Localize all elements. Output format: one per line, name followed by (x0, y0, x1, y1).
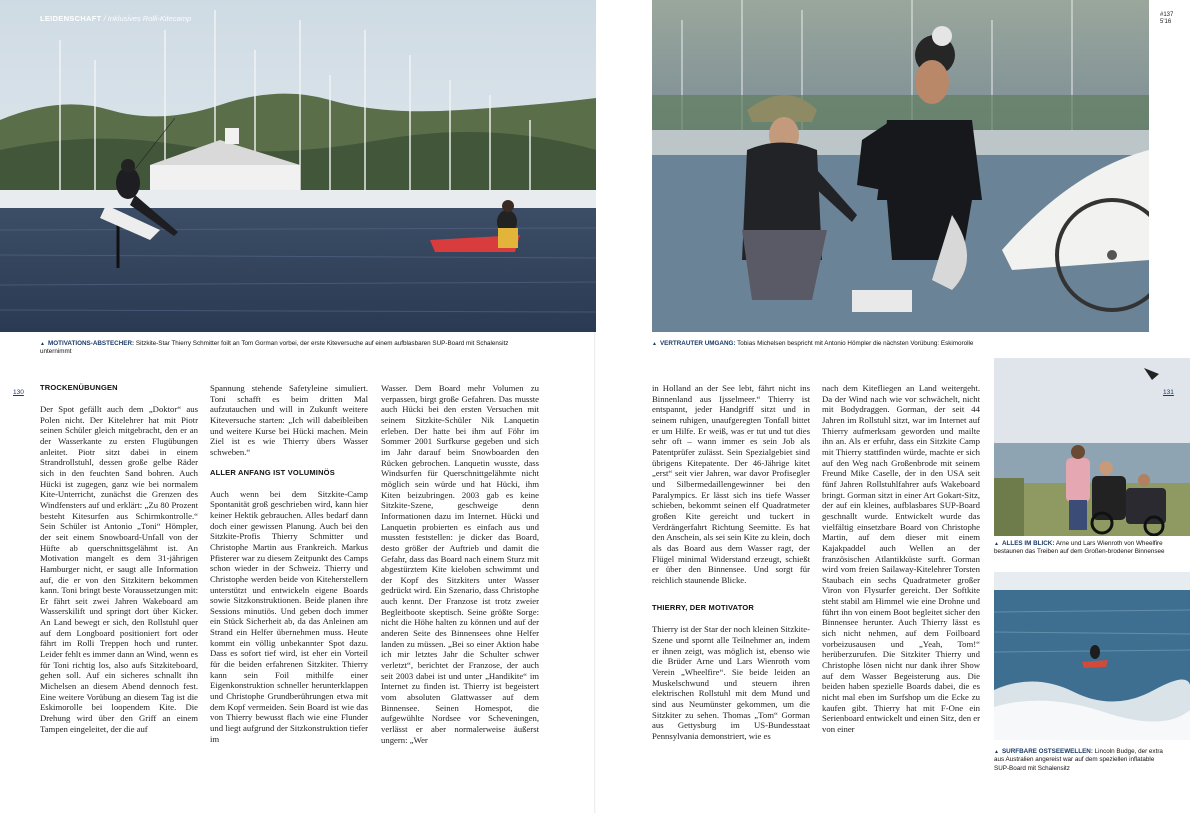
paragraph: Auch wenn bei dem Sitzkite-Camp Spontanität groß geschrieben wird, kann hier keiner Hektik gebrauchen. Alles bedarf dann doch einer gewissen Planung. Auch bei den Sitzkite-Profis Thierry Schmitter und Christophe Martin aus Frankreich. Markus Pfisterer war zu diesem Zeitpunkt des Camps schon wieder in der Schweiz. Thierry und Christophe werden beide von Kiteherstellern unterstützt und entwickeln eigene Boards sowie Sitzkonstruktionen. Beide planen ihre Sessions minutiös. Und geben doch immer ein Stück Sicherheit ab, da das Anleinen am Strand ein Helfer übernehmen muss. Heute kommt ein völlig unbekannter Spot dazu. Dass es sofort tief wird, ist eher ein Vorteil für die beiden erfahrenen Sitzkiter. Thierry kann sein Foil mithilfe einer Eigenkonstruktion schneller herunterklappen und Christophe Grundberührungen etwa mit dem Kopf vermeiden. Sein Board ist wie das von Thierry bewusst flach wie eine Flunder und liegt aufgrund der Sitzkonstruktion tiefer im (210, 488, 368, 744)
issue-label (1160, 12, 1173, 26)
paragraph: Spannung stehende Safetyleine simuliert. Toni schafft es beim dritten Mal aufzutauchen und will in Zukunft weitere Kiteversuche starten: „Ich will dabeibleiben und weitere Kurse bei Hücki machen. Mein Ziel ist es wie Thierry übers Wasser schweben.“ (210, 383, 368, 457)
paragraph: nach dem Kitefliegen an Land weitergeht. Da der Wind nach wie vor schwächelt, nicht mit Bodydraggen. Gorman, der seit 44 Jahren im Rollstuhl sitzt, war im Internet auf Thierry aufmerksam geworden und mailte ihn an. Als er erfuhr, dass ein Sitzkite Camp mit Thierry stattfinden würde, machte er sich auf den Weg nach Großenbrode mit seinem Freund Mike Caselle, der in den USA seit fünf Jahren Rollstuhlfahrer aufs Wakeboard bringt. Gorman sitzt in einer Art Gokart-Sitz, der auf ein kleines, aufblasbares SUP-Board geschnallt wurde. Entwickelt wurde das vielfältig einsetzbare Board von Christophe Martin, auf dem dieser mit einem Kajakpaddel auch Wellen an der französischen Atlantikküste surft. Gorman wird vom freien Sailaway-Kitelehrer Torsten Staubach ein sechs Quadratmeter großer Viron von Flysurfer gereicht. Der Softkite steht stabil am Himmel wie eine Drohne und führt ihn von einem Boot begleitet sicher den Binnensee herunter. Auch Thierry lässt es sich nicht nehmen, auf dem Foilboard vorbeizusausen und „Yeah, Tom!“ herüberzurufen. Die Sitzkiter Thierry und Christophe lösen nicht nur dank ihrer Show auf dem Wasser Begeisterung aus. Die beiden haben spezielle Boards dabei, die es nicht mal eben im Surfshop um die Ecke zu kaufen gibt. Thierry hat mit F-One ein Serienboard entwickelt und einen Sitz, den er von einer (822, 383, 981, 734)
text-column-1 (40, 383, 198, 734)
photo-baltic-waves (994, 572, 1190, 740)
paragraph: Wasser. Dem Board mehr Volumen zu verpassen, birgt große Gefahren. Das musste auch Hücki bei den ersten Versuchen mit seinem Sitzkite-Schüler Nik Lanquetin erleben. Der hatte bei ihm auf Föhr im Sommer 2001 Surfkurse gegeben und sich im Jahr darauf beim Snowboarden den Rücken gebrochen. Lanquetin wusste, dass Windsurfen für Querschnittgelähmte nicht möglich sein würde und hat Hücki, ihm Kiten beizubringen. 2003 gab es keine Sitzkite-Szene, geschweige denn Informationen dazu im Internet. Hücki und Lanquetin probierten es einfach aus und mussten feststellen: je dicker das Board, desto größer der Auftrieb und damit die Gefahr, dass das Board nach einem Sturz mit abgestürztem Kite kieloben schwimmt und der Kopf des Sitzkiters unter Wasser gedrückt wird. Ein Szenario, dass Christophe auch kennt. Der Franzose ist trotz zweier Begleitboote skeptisch. Seine größte Sorge: nicht die Höhe halten zu können und auf der anderen Seite des Binnensees ohne Helfer landen zu müssen. „Bei so einer Aktion habe ich mir letztes Jahr die Schulter schwer verletzt“, berichtet der Franzose, der auch seit 2003 dabei ist und unter „Handikite“ im Internet zu finden ist. Thierry ist begeistert vom absoluten Glattwasser auf dem Binnensee. Seinen Homespot, die aufgewühlte Nordsee vor Scheveningen, verlässt er aber normalerweise äußerst ungern: „Wer (381, 383, 539, 745)
section-name: LEIDENSCHAFT (40, 14, 102, 23)
heading-trockenuebungen: TROCKENÜBUNGEN (40, 383, 118, 392)
caption-triangle-icon: ▲ (652, 341, 657, 347)
caption-triangle-icon: ▲ (40, 341, 45, 347)
issue-sub: 5'16 (1160, 19, 1172, 25)
paragraph: in Holland an der See lebt, fährt nicht ins Binnenland aus Ijsselmeer.“ Thierry ist entspannt, jeder Handgriff sitzt und in seinem ruhigen, unaufgeregten Tonfall bittet er um Hilfe. Er weiß, was er tut und tut dies sehr oft – wann immer es sein Job als Patentprüfer zulässt. Sein Spezialgebiet sind übrigens Kitepatente. Der 46-Jährige kitet „erst“ seit vier Jahren, war davor Profisegler und Silbermedaillengewinner bei den Paralympics. Er lässt sich ins tiefe Wasser schieben, bekommt seinen elf Quadratmeter großen Kite gereicht und tuckert in Verdrängerfahrt Richtung Seemitte. Es hat den Anschein, als sei sein Kite zu klein, doch als das Board aus dem Wasser ragt, der Flügel minimal Widerstand erzeugt, schießt er über den Binnensee. Und sorgt für reichlich staunende Blicke. (652, 383, 810, 585)
caption-triangle-icon: ▲ (994, 749, 999, 755)
text-column-3 (381, 383, 539, 745)
caption-triangle-icon: ▲ (994, 541, 999, 547)
caption-label: MOTIVATIONS-ABSTECHER: (47, 340, 135, 347)
text-column-2 (210, 383, 368, 744)
issue-number: #137 (1160, 12, 1174, 18)
caption-text: Lincoln Budge, der extra aus Australien angereist war auf dem speziellen inflatable SUP-Board mit Schalensitz (994, 748, 1163, 772)
caption-text: Arne und Lars Wienroth von Wheelfire bestaunen das Treiben auf dem Großen-brodener Binnensee (994, 540, 1165, 556)
page-number-left: 130 (13, 389, 24, 396)
page-number-right: 131 (1163, 389, 1174, 396)
paragraph: Der Spot gefällt auch dem „Doktor“ aus Polen nicht. Der Kitelehrer hat mit Piotr seinen Schüler gleich mitgebracht, den er an der Wasserkante zu ersten Flugübungen anleitet. Piotr sitzt dabei in einem Strandrollstuhl, dessen große gelbe Räder sich in den feuchten Sand bohren. Auch Hücki ist zugegen, ganz wie bei normalem Kite-Unterricht, zunächst die Grenzen des Windfensters auf und erklärt: „Zu 80 Prozent besteht Kitesurfen aus Schirmkontrolle.“ Sein Schüler ist Antonio „Toni“ Hömpler, der seit einem Snowboard-Unfall von der Hüfte ab querschnittsgelähmt ist. An Motivation mangelt es dem 31-jährigen Hamburger nicht, er saugt alle Information auf, die er von den Sitzkitern bekommen kann. Toni bringt beste Voraussetzungen mit: Er fährt seit zwei Jahren Wakeboard am Wasserskilift und springt dort über Kicker. An Land bewegt er sich, den Rollstuhl quer auf dem Longboard positioniert fort oder fährt im Rolli Treppen hoch und runter. Leider fehlt es immer dann an Wind, wenn es für Toni richtig los, also aufs Sitzkiteboard, gehen soll. Auf ein sicheres schnallt ihn Michelsen an diesem Abend dennoch fest. Eine weitere Vorübung an diesem Tag ist die Eskimorolle bei loopendem Kite. Die Drehung wird über den Griff an einem Tampen eingeleitet, der die auf (40, 404, 198, 734)
text-column-4 (652, 383, 810, 742)
photo-foil-kiting (0, 0, 596, 332)
text-column-5 (822, 383, 980, 735)
caption-label: ALLES IM BLICK: (1001, 540, 1055, 547)
caption-photo1 (40, 340, 540, 357)
caption-text: Sitzkite-Star Thierry Schmitter foilt an Tom Gorman vorbei, der erste Kiteversuche auf einem aufblasbaren SUP-Board mit Schalensitz unternimmt (40, 340, 509, 356)
caption-label: SURFBARE OSTSEEWELLEN: (1001, 748, 1093, 755)
photo-spectators (994, 358, 1190, 536)
heading-thierry-motivator: THIERRY, DER MOTIVATOR (652, 603, 755, 613)
caption-text: Tobias Michelsen bespricht mit Antonio Hömpler die nächsten Vorübung: Eskimorolle (735, 340, 974, 347)
heading-aller-anfang: ALLER ANFANG IST VOLUMINÖS (210, 467, 335, 477)
section-kicker (40, 14, 191, 23)
photo-instruction-talk (652, 0, 1149, 332)
caption-photo2 (652, 340, 1152, 348)
section-subtitle: / Inklusives Rolli-Kitecamp (103, 14, 192, 23)
caption-photo3 (994, 540, 1169, 557)
caption-label: VERTRAUTER UMGANG: (659, 340, 736, 347)
paragraph: Thierry ist der Star der noch kleinen Sitzkite-Szene und spornt alle Teilnehmer an, indem er ihnen zeigt, was möglich ist, ebenso wie die Brüder Arne und Lars Wienroth vom Verein „Wheelfire“. Sie beide leiden an Muskelschwund und steuern ihren elektrischen Rollstuhl mit dem Mund und sind aus Neumünster gekommen, um die Sitzkiter zu sehen. Thomas „Tom“ Gorman aus Gettysburg im US-Bundesstaat Pennsylvania demonstriert, wie es (652, 624, 810, 742)
caption-photo4 (994, 748, 1169, 773)
